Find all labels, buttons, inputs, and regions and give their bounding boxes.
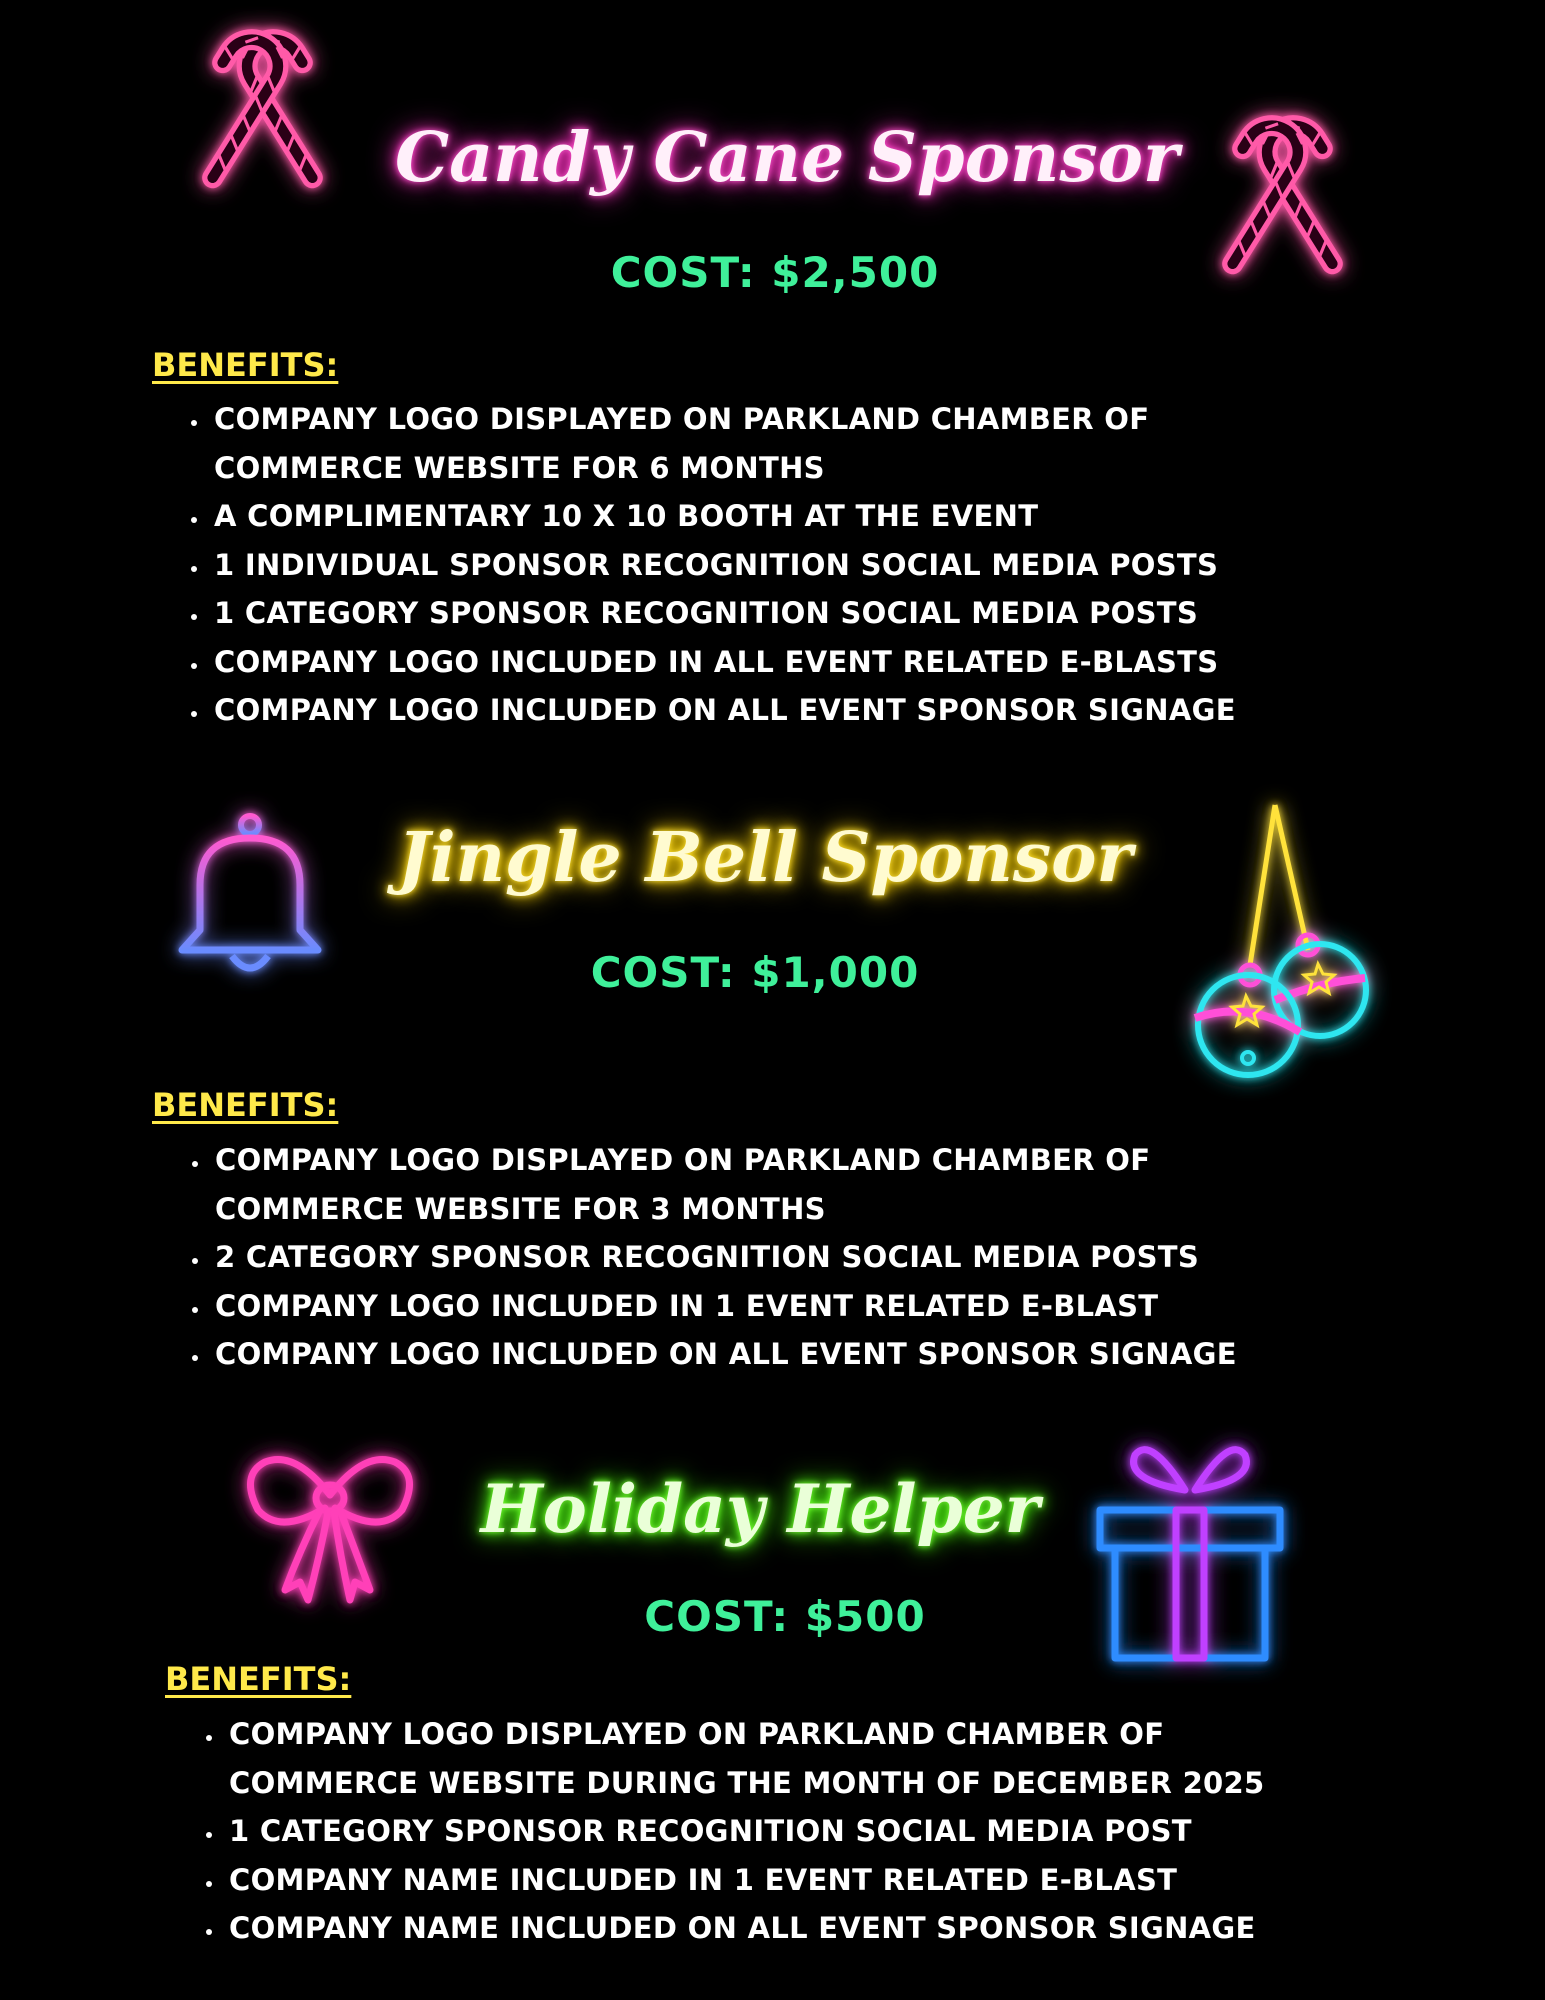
- bow-icon: [240, 1440, 420, 1620]
- list-item: • COMPANY LOGO INCLUDED IN ALL EVENT RELATED E-BLASTS: [210, 638, 1420, 687]
- benefits-label-candy-cane: BENEFITS:: [152, 346, 339, 384]
- benefits-list-jingle-bell: [179, 1136, 1421, 1379]
- candy-canes-icon: [145, 22, 375, 222]
- section-title-jingle-bell: Jingle Bell Sponsor: [397, 818, 1133, 898]
- benefits-label-holiday-helper: BENEFITS:: [165, 1660, 352, 1698]
- list-item: • A COMPLIMENTARY 10 X 10 BOOTH AT THE EVENT: [210, 492, 1420, 541]
- candy-canes-icon: [1165, 108, 1395, 308]
- cost-candy-cane: COST: $2,500: [610, 248, 940, 297]
- list-item: • COMPANY LOGO DISPLAYED ON PARKLAND CHAMBER OF COMMERCE WEBSITE FOR 6 MONTHS: [210, 395, 1314, 492]
- jingle-bells-icon: [1180, 800, 1390, 1090]
- cost-holiday-helper: COST: $500: [644, 1592, 926, 1641]
- cost-jingle-bell: COST: $1,000: [590, 948, 920, 997]
- list-item: • 1 CATEGORY SPONSOR RECOGNITION SOCIAL MEDIA POST: [225, 1807, 1435, 1856]
- section-title-candy-cane: Candy Cane Sponsor: [395, 118, 1179, 198]
- list-item: • COMPANY LOGO DISPLAYED ON PARKLAND CHAMBER OF COMMERCE WEBSITE DURING THE MONTH OF DECEMBER 2025: [225, 1710, 1329, 1807]
- benefits-list-candy-cane: [178, 395, 1420, 735]
- list-item: • COMPANY LOGO INCLUDED IN 1 EVENT RELATED E-BLAST: [211, 1282, 1421, 1331]
- benefits-list-holiday-helper: [193, 1710, 1435, 1953]
- list-item: • 1 INDIVIDUAL SPONSOR RECOGNITION SOCIAL MEDIA POSTS: [210, 541, 1420, 590]
- bell-icon: [170, 810, 330, 990]
- list-item: • 2 CATEGORY SPONSOR RECOGNITION SOCIAL MEDIA POSTS: [211, 1233, 1421, 1282]
- list-item: • COMPANY LOGO DISPLAYED ON PARKLAND CHAMBER OF COMMERCE WEBSITE FOR 3 MONTHS: [211, 1136, 1325, 1233]
- list-item: • COMPANY NAME INCLUDED IN 1 EVENT RELATED E-BLAST: [225, 1856, 1435, 1905]
- gift-icon: [1090, 1435, 1290, 1665]
- list-item: • 1 CATEGORY SPONSOR RECOGNITION SOCIAL MEDIA POSTS: [210, 589, 1420, 638]
- list-item: • COMPANY LOGO INCLUDED ON ALL EVENT SPONSOR SIGNAGE: [211, 1330, 1421, 1379]
- benefits-label-jingle-bell: BENEFITS:: [152, 1086, 339, 1124]
- list-item: • COMPANY LOGO INCLUDED ON ALL EVENT SPONSOR SIGNAGE: [210, 686, 1420, 735]
- section-title-holiday-helper: Holiday Helper: [480, 1470, 1040, 1548]
- list-item: • COMPANY NAME INCLUDED ON ALL EVENT SPONSOR SIGNAGE: [225, 1904, 1435, 1953]
